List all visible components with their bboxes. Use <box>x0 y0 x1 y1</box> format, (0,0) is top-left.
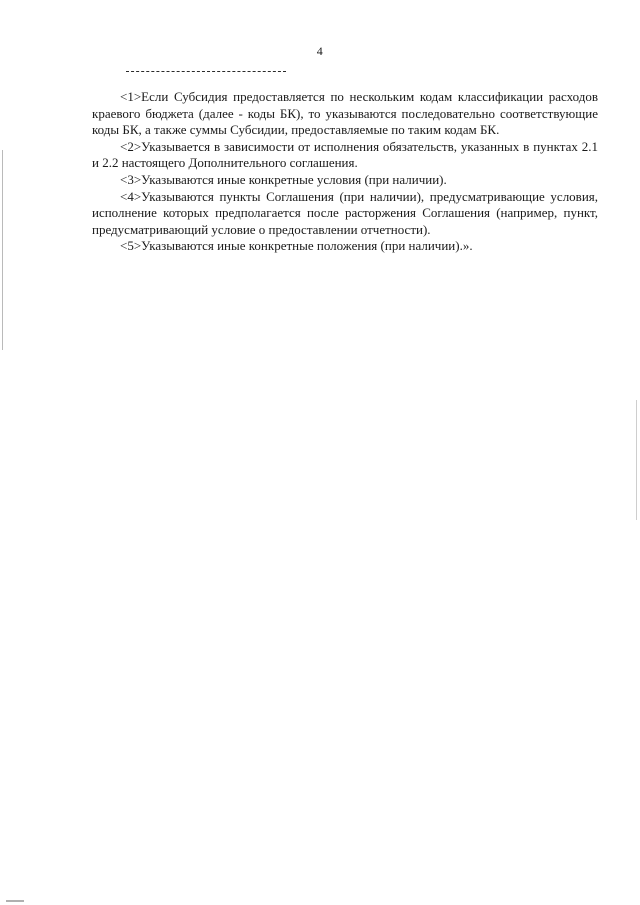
scan-edge-mark-right <box>636 400 637 520</box>
footnote-2: <2>Указывается в зависимости от исполнения обязательств, указанных в пунктах 2.1 и 2.2 настоящего Дополнительного соглашения. <box>92 138 598 171</box>
footnote-separator <box>126 71 286 72</box>
footnote-1: <1>Если Субсидия предоставляется по нескольким кодам классификации расходов краевого бюджета (далее - коды БК), то указываются последовательно соответствующие коды БК, а также суммы Субсидии, предоставляемые по таким кодам БК. <box>92 89 598 138</box>
footnote-3: <3>Указываются иные конкретные условия (при наличии). <box>120 171 447 187</box>
page-number: 4 <box>316 44 324 58</box>
footnotes-section <box>92 89 598 255</box>
scan-edge-mark-bottom <box>6 900 24 902</box>
footnote-5: <5>Указываются иные конкретные положения (при наличии).». <box>120 238 473 254</box>
footnote-4: <4>Указываются пункты Соглашения (при наличии), предусматривающие условия, исполнение которых предполагается после расторжения Соглашения (например, пункт, предусматривающий условие о предоставлении отчетности). <box>92 188 598 237</box>
scan-edge-mark-left <box>2 150 3 350</box>
